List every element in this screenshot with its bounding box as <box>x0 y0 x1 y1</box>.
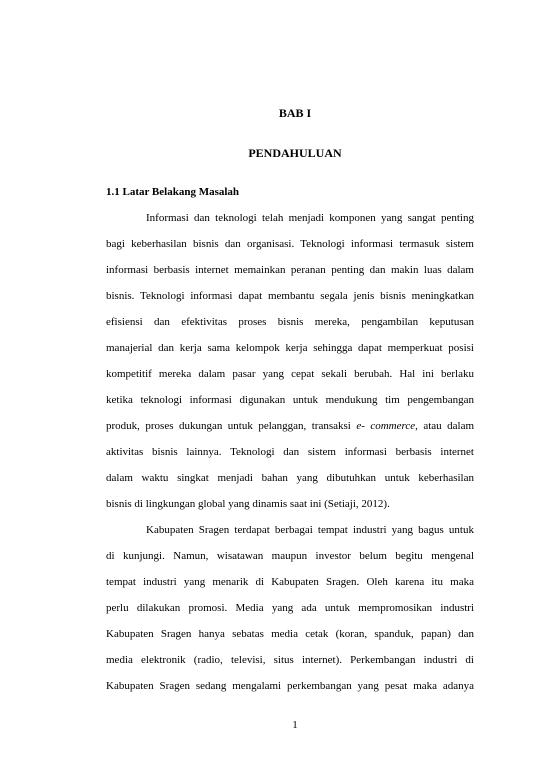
text-line: Kabupaten Sragen hanya sebatas media cetak (koran, spanduk, papan) dan <box>106 628 474 640</box>
text-line-with-italic <box>106 419 474 445</box>
chapter-title: PENDAHULUAN <box>248 146 342 160</box>
text-line: efisiensi dan efektivitas proses bisnis mereka, pengambilan keputusan <box>106 316 474 328</box>
text-line: media elektronik (radio, televisi, situs internet). Perkembangan industri di <box>106 654 474 666</box>
text-line: bisnis. Teknologi informasi dapat membantu segala jenis bisnis meningkatkan <box>106 290 474 302</box>
paragraph-sragen <box>106 523 474 705</box>
text-line: bagi keberhasilan bisnis dan organisasi. Teknologi informasi termasuk sistem <box>106 238 474 250</box>
text-line: aktivitas bisnis lainnya. Teknologi dan sistem informasi berbasis internet <box>106 446 474 458</box>
text-line: perlu dilakukan promosi. Media yang ada untuk mempromosikan industri <box>106 602 474 614</box>
text-line: kompetitif mereka dalam pasar yang cepat sekali berubah. Hal ini berlaku <box>106 368 474 380</box>
text-line: di kunjungi. Namun, wisatawan maupun investor belum begitu mengenal <box>106 550 474 562</box>
paragraph-background <box>106 211 474 523</box>
text-line: tempat industri yang menarik di Kabupaten Sragen. Oleh karena itu maka <box>106 576 474 588</box>
section-heading: 1.1 Latar Belakang Masalah <box>106 186 240 198</box>
text-segment: produk, proses dukungan untuk pelanggan, transaksi <box>106 420 351 432</box>
page-number: 1 <box>292 719 298 731</box>
text-line: Informasi dan teknologi telah menjadi komponen yang sangat penting <box>146 212 474 224</box>
text-line: informasi berbasis internet memainkan peranan penting dan makin luas dalam <box>106 264 474 276</box>
text-segment: , atau dalam <box>415 420 475 432</box>
text-line: Kabupaten Sragen sedang mengalami perkembangan yang pesat maka adanya <box>106 680 474 692</box>
text-line: Kabupaten Sragen terdapat berbagai tempat industri yang bagus untuk <box>146 524 474 536</box>
italic-term: e- commerce <box>356 420 416 432</box>
text-line: ketika teknologi informasi digunakan untuk mendukung tim pengembangan <box>106 394 474 406</box>
text-line: dalam waktu singkat menjadi bahan yang dibutuhkan untuk keberhasilan <box>106 472 474 484</box>
text-line: manajerial dan kerja sama kelompok kerja sehingga dapat memperkuat posisi <box>106 342 474 354</box>
text-line: bisnis di lingkungan global yang dinamis saat ini (Setiaji, 2012). <box>106 498 390 510</box>
chapter-number: BAB I <box>278 106 312 120</box>
